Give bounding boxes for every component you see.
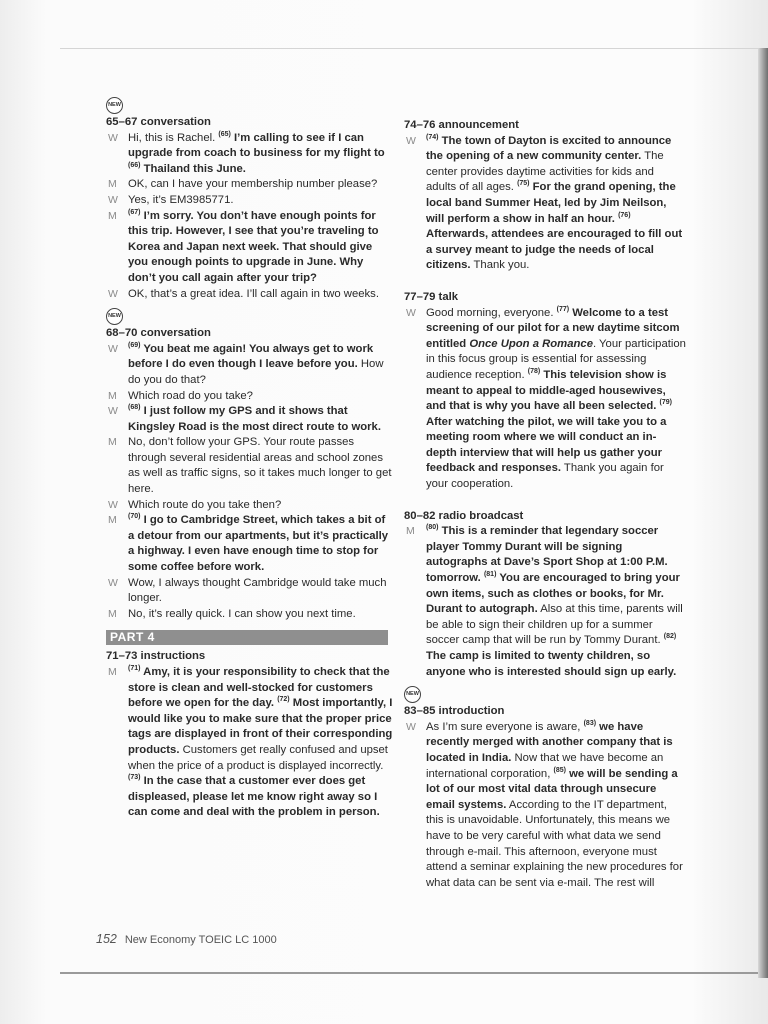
text-run: Welcome to a test screening of our pilot for a new daytime sitcom entitled bbox=[426, 306, 680, 350]
section-header: 68–70 conversation bbox=[106, 327, 211, 340]
cue-number: (82) bbox=[663, 633, 677, 641]
line-text bbox=[426, 307, 686, 491]
dialogue-line bbox=[106, 576, 394, 607]
text-run: Once Upon a Romance bbox=[469, 337, 593, 350]
text-run: Also at this time, parents will be able to sign their children up for a summer soccer camp that will be run by Tommy Durant. bbox=[426, 603, 683, 647]
text-run: You are encouraged to bring your own items, such as clothes or books, for Mr. Durant to autograph. bbox=[426, 572, 680, 616]
text-run: Hi, this is Rachel. bbox=[128, 131, 219, 144]
dialogue-line bbox=[404, 720, 686, 892]
text-run: I just follow my GPS and it shows that Kingsley Road is the most direct route to work. bbox=[128, 405, 381, 433]
text-run: Afterwards, attendees are encouraged to fill out a survey meant to judge the needs of local citizens. bbox=[426, 228, 683, 272]
cue-number: (71) bbox=[128, 665, 141, 673]
dialogue-line bbox=[106, 177, 394, 193]
text-run: After watching the pilot, we will take you to a meeting room where we will conduct an in-depth interview that will help us gather your feedback and responses. bbox=[426, 415, 667, 475]
line-text: Yes, it’s EM3985771. bbox=[128, 193, 234, 206]
book-title: New Economy TOEIC LC 1000 bbox=[124, 934, 277, 946]
section-header: 77–79 talk bbox=[404, 290, 459, 303]
line-text bbox=[426, 525, 683, 677]
dialogue-line bbox=[106, 435, 394, 497]
text-run: For the grand opening, the local band Summer Heat, led by Jim Neilson, will perform a show in half an hour. bbox=[426, 181, 676, 225]
speaker-label: W bbox=[406, 306, 416, 319]
line-text bbox=[128, 405, 381, 433]
line-text bbox=[128, 132, 385, 175]
new-badge-icon: NEW bbox=[404, 686, 421, 703]
section-header: 83–85 introduction bbox=[404, 705, 505, 718]
dialogue-line bbox=[106, 389, 394, 405]
cue-number: (70) bbox=[128, 513, 141, 521]
dialogue-line bbox=[106, 131, 394, 178]
text-run: Amy, it is your responsibility to check that the store is clean and well-stocked for customers before we open for the day. bbox=[128, 666, 390, 710]
line-text: Which route do you take then? bbox=[128, 498, 282, 511]
dialogue-line bbox=[106, 607, 394, 623]
text-run: I’m sorry. You don’t have enough points for this trip. However, I see that you’re traveling to Korea and Japan next week. That should give you enough points to upgrade in June. Why don’t you call again after your trip? bbox=[128, 209, 379, 284]
section-83-85 bbox=[404, 685, 686, 891]
speaker-label: W bbox=[108, 405, 118, 418]
line-text: No, don’t follow your GPS. Your route passes through several residential areas and school zones as well as traffic signs, so it takes much longer to get here. bbox=[128, 436, 392, 496]
section-74-76 bbox=[404, 118, 686, 274]
dialogue-line bbox=[404, 306, 686, 493]
text-run: You beat me again! You always get to work before I do even though I leave before you. bbox=[128, 342, 374, 371]
dialogue-line bbox=[106, 513, 394, 575]
text-run: The camp is limited to twenty children, so anyone who is interested should sign up early. bbox=[426, 650, 677, 678]
cue-number: (78) bbox=[527, 368, 541, 376]
page-number: 152 bbox=[96, 932, 117, 946]
text-run: How do you do that? bbox=[128, 358, 384, 386]
cue-number: (79) bbox=[659, 399, 672, 407]
cue-number: (74) bbox=[426, 133, 439, 141]
text-run: Customers get really confused and upset when the price of a product is displayed incorrectly. bbox=[128, 743, 388, 772]
cue-number: (85) bbox=[553, 766, 566, 774]
left-column bbox=[106, 96, 394, 821]
cue-number: (76) bbox=[618, 211, 631, 219]
text-run: Thank you again for your cooperation. bbox=[426, 462, 664, 491]
dialogue-line bbox=[106, 287, 394, 303]
new-badge-icon: NEW bbox=[106, 97, 123, 114]
speaker-label: M bbox=[108, 178, 117, 191]
section-77-79 bbox=[404, 290, 686, 493]
section-header: 65–67 conversation bbox=[106, 116, 211, 128]
dialogue-line bbox=[106, 193, 394, 209]
speaker-label: W bbox=[108, 131, 118, 144]
section-header: 71–73 instructions bbox=[106, 650, 206, 663]
line-text: Which road do you take? bbox=[128, 389, 253, 402]
line-text bbox=[426, 135, 682, 272]
line-text bbox=[128, 666, 392, 818]
speaker-label: M bbox=[108, 209, 117, 222]
speaker-label: W bbox=[108, 576, 118, 589]
page-footer bbox=[96, 932, 277, 946]
text-run: we will be sending a lot of our most vital data through unsecure email systems. bbox=[426, 767, 678, 811]
text-run: Most importantly, I would like you to make sure that the proper price tags are displayed in front of their corresponding products. bbox=[128, 697, 393, 756]
speaker-label: W bbox=[406, 134, 416, 147]
cue-number: (72) bbox=[277, 696, 290, 704]
text-run: In the case that a customer ever does get displeased, please let me know right away so I can come and deal with the problem in person. bbox=[128, 775, 380, 819]
text-run: . Your participation in this focus group is essential for assessing audience reception. bbox=[426, 337, 686, 381]
speaker-label: M bbox=[108, 389, 117, 402]
cue-number: (75) bbox=[517, 180, 530, 188]
dialogue-line bbox=[106, 498, 394, 514]
page-top-edge bbox=[60, 48, 758, 49]
line-text bbox=[128, 343, 384, 386]
text-run: Good morning, everyone. bbox=[426, 306, 557, 319]
part-4-banner: PART 4 bbox=[106, 630, 388, 645]
speaker-label: W bbox=[108, 342, 118, 355]
speaker-label: M bbox=[108, 514, 117, 527]
section-header: 74–76 announcement bbox=[404, 119, 519, 131]
cue-number: (66) bbox=[128, 162, 141, 170]
cue-number: (73) bbox=[128, 774, 141, 782]
dialogue-line bbox=[106, 665, 394, 821]
speaker-label: W bbox=[406, 720, 416, 733]
cue-number: (80) bbox=[426, 524, 439, 532]
dialogue-line bbox=[106, 342, 394, 389]
cue-number: (81) bbox=[483, 571, 497, 579]
line-text bbox=[128, 514, 388, 573]
text-run: As I’m sure everyone is aware, bbox=[426, 720, 584, 733]
speaker-label: W bbox=[108, 193, 118, 206]
line-text: OK, that’s a great idea. I’ll call again in two weeks. bbox=[128, 287, 379, 300]
text-run: This is a reminder that legendary soccer player Tommy Durant will be signing autographs at Dave’s Sport Shop at 1:00 P.M. tomorrow. bbox=[426, 525, 668, 585]
text-run: The town of Dayton is excited to announce the opening of a new community center. bbox=[426, 134, 672, 163]
line-text: OK, can I have your membership number please? bbox=[128, 178, 378, 191]
dialogue-line bbox=[106, 404, 394, 435]
section-68-70 bbox=[106, 307, 394, 622]
dialogue-line bbox=[404, 134, 686, 274]
cue-number: (65) bbox=[218, 130, 231, 138]
section-80-82 bbox=[404, 509, 686, 681]
speaker-label: W bbox=[108, 498, 118, 511]
cue-number: (69) bbox=[128, 341, 141, 349]
line-text bbox=[426, 721, 683, 889]
text-run: This television show is meant to appeal to middle-aged housewives, and that is why you have all been selected. bbox=[426, 368, 667, 413]
section-71-73 bbox=[106, 649, 394, 821]
line-text: No, it’s really quick. I can show you next time. bbox=[128, 607, 356, 620]
text-run: we have recently merged with another company that is located in India. bbox=[426, 720, 673, 764]
text-run: I’m calling to see if I can upgrade from coach to business for my flight to bbox=[128, 131, 385, 160]
section-header: 80–82 radio broadcast bbox=[404, 509, 524, 522]
dialogue-line bbox=[106, 209, 394, 287]
text-run: Thank you. bbox=[470, 259, 530, 272]
line-text bbox=[128, 210, 378, 284]
cue-number: (67) bbox=[128, 208, 141, 216]
cue-number: (77) bbox=[556, 305, 570, 313]
speaker-label: M bbox=[406, 525, 415, 538]
new-badge-icon: NEW bbox=[106, 308, 123, 325]
text-run: The center provides daytime activities for kids and adults of all ages. bbox=[426, 150, 664, 194]
cue-number: (83) bbox=[583, 720, 597, 728]
speaker-label: M bbox=[108, 607, 117, 620]
page-bottom-edge bbox=[60, 972, 758, 974]
dialogue-line bbox=[404, 524, 686, 680]
text-run: I go to Cambridge Street, which takes a bit of a detour from our apartments, but it’s practically a highway. I even have enough time to stop for some coffee before work. bbox=[128, 514, 389, 574]
line-text: Wow, I always thought Cambridge would take much longer. bbox=[128, 576, 387, 605]
cue-number: (68) bbox=[128, 404, 141, 412]
text-run: According to the IT department, this is unavoidable. Unfortunately, this means we have to be very careful with what data we send through e-mail. This afternoon, everyone must attend a seminar explaining the new procedures for what data can be sent via e-mail. The rest will bbox=[426, 798, 683, 889]
right-column bbox=[404, 118, 686, 891]
text-run: Thailand this June. bbox=[140, 162, 246, 175]
speaker-label: W bbox=[108, 287, 118, 300]
page-binding-shadow bbox=[758, 48, 768, 978]
section-65-67 bbox=[106, 96, 394, 302]
speaker-label: M bbox=[108, 436, 117, 449]
text-run: Now that we have become an international corporation, bbox=[426, 751, 664, 780]
speaker-label: M bbox=[108, 666, 117, 678]
